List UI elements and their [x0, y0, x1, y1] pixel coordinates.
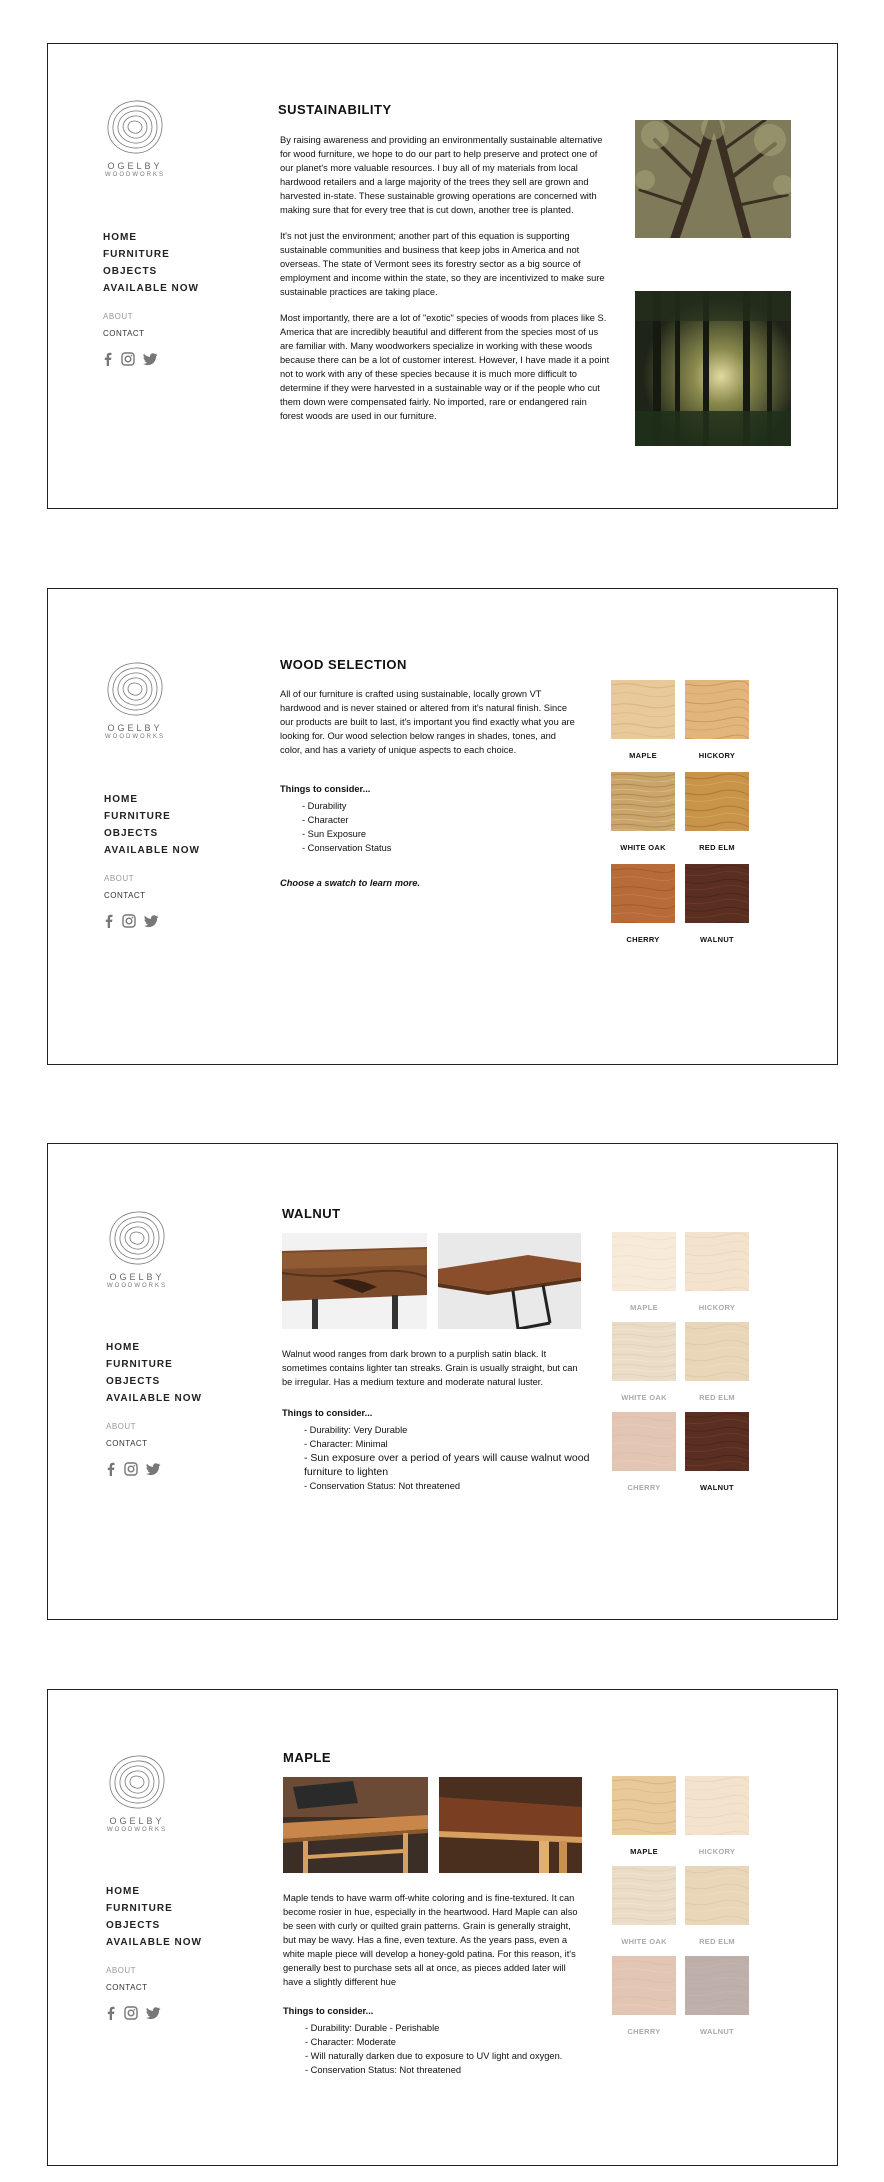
nav-objects[interactable]: OBJECTS	[106, 1376, 161, 1387]
brand-subtitle: WOODWORKS	[107, 1283, 167, 1289]
swatch-label: CHERRY	[627, 2027, 661, 2036]
brand-name: OGELBY	[107, 161, 163, 171]
choose-swatch-hint: Choose a swatch to learn more.	[280, 878, 421, 888]
walnut-table-photo-2	[438, 1233, 581, 1329]
list-item: - Conservation Status	[302, 843, 392, 853]
body-text	[283, 1891, 583, 2001]
paragraph: Maple tends to have warm off-white coloring and is fine-textured. It can become rosier in hue, especially in the heartwood. Hard Maple can also be seen with curly or quilted grain patterns. Grain is generally straight, but may be wavy. Has a fine, even texture. As the years pass, even a white maple piece will develop a honey-gold patina. For this reason, it's generally best to purchase sets all at once, as pieces added later will have a slightly different hue	[283, 1893, 578, 1987]
swatch-red-elm[interactable]	[685, 1322, 749, 1402]
instagram-icon[interactable]	[124, 2006, 138, 2022]
brand-subtitle: WOODWORKS	[107, 1827, 167, 1833]
nav-contact[interactable]: CONTACT	[106, 1983, 148, 1992]
brand-logo[interactable]	[72, 1208, 202, 1289]
swatch-label: HICKORY	[698, 1847, 736, 1856]
swatch-label: MAPLE	[629, 751, 657, 760]
things-header: Things to consider...	[282, 1408, 373, 1418]
list-item: - Durability	[302, 801, 347, 811]
nav-objects[interactable]: OBJECTS	[104, 828, 159, 839]
list-item: - Character: Moderate	[305, 2037, 396, 2047]
swatch-label: WHITE OAK	[621, 1937, 667, 1946]
facebook-icon[interactable]	[106, 1462, 116, 1478]
walnut-panel	[47, 1143, 838, 1620]
list-item: - Sun exposure over a period of years will cause walnut wood furniture to lighten	[304, 1452, 590, 1478]
page-title: WOOD SELECTION	[280, 657, 407, 672]
swatch-label: WHITE OAK	[621, 1393, 667, 1402]
swatch-white-oak[interactable]	[612, 1322, 676, 1402]
brand-name: OGELBY	[107, 723, 163, 733]
swatch-red-elm[interactable]	[685, 1866, 749, 1946]
nav-available-now[interactable]: AVAILABLE NOW	[104, 845, 200, 856]
walnut-table-photo-1	[282, 1233, 427, 1329]
instagram-icon[interactable]	[121, 352, 135, 368]
swatch-hickory[interactable]	[685, 1232, 749, 1312]
instagram-icon[interactable]	[122, 914, 136, 930]
nav-contact[interactable]: CONTACT	[106, 1439, 148, 1448]
brand-name: OGELBY	[109, 1272, 165, 1282]
nav-about[interactable]: ABOUT	[104, 874, 135, 883]
nav-home[interactable]: HOME	[103, 232, 137, 243]
body-text	[282, 1347, 582, 1401]
paragraph: It's not just the environment; another part of this equation is supporting sustainable communities and business that keep jobs in America and not overseas. The state of Vermont sees its forestry sector as a big source of employment and income within the state, so they are incentivized to make sure sustainable practices are taking place.	[280, 231, 605, 297]
nav-objects[interactable]: OBJECTS	[103, 266, 158, 277]
wood-selection-panel	[47, 588, 838, 1065]
swatch-walnut[interactable]	[685, 864, 749, 944]
swatch-hickory[interactable]	[685, 1776, 749, 1856]
things-to-consider	[283, 2004, 583, 2077]
things-to-consider	[282, 1406, 592, 1493]
swatch-white-oak[interactable]	[612, 1866, 676, 1946]
things-header: Things to consider...	[283, 2006, 374, 2016]
social-links	[104, 914, 200, 930]
paragraph: Most importantly, there are a lot of "exotic" species of woods from places like S. America that are incredibly beautiful and different from the species most of us are familiar with. Many woodworkers specialize in working with these woods because there can be a lot of customer interest. However, I have made it a point not to work with any of these species because it is much more difficult to determine if they were harvested in a sustainable way or if the people who cut them down were compensated fairly. No imported, rare or endangered rain forest woods are used in our furniture.	[280, 313, 610, 421]
facebook-icon[interactable]	[106, 2006, 116, 2022]
paragraph: Walnut wood ranges from dark brown to a purplish satin black. It sometimes contains lighter tan streaks. Grain is usually straight, but can be irregular. Has a medium texture and moderate natural luster.	[282, 1349, 578, 1387]
swatch-cherry[interactable]	[611, 864, 675, 944]
swatch-label: MAPLE	[630, 1303, 658, 1312]
swatch-hickory[interactable]	[685, 680, 749, 760]
forest-canopy-photo	[635, 120, 791, 238]
side-nav	[106, 1886, 202, 2022]
tree-rings-logo-icon	[103, 659, 167, 719]
social-links	[106, 1462, 202, 1478]
social-links	[106, 2006, 202, 2022]
facebook-icon[interactable]	[103, 352, 113, 368]
brand-logo[interactable]	[70, 97, 200, 178]
brand-subtitle: WOODWORKS	[105, 172, 165, 178]
nav-about[interactable]: ABOUT	[106, 1966, 137, 1975]
brand-logo[interactable]	[72, 1752, 202, 1833]
page-title: MAPLE	[283, 1750, 331, 1765]
paragraph: All of our furniture is crafted using sustainable, locally grown VT hardwood and is never stained or altered from it's natural finish. Since our products are built to last, it's important you find exactly what you are looking for. Our wood selection below ranges in shades, tones, and color, and has a variety of unique aspects to each choice.	[280, 689, 575, 755]
swatch-maple[interactable]	[611, 680, 675, 760]
maple-panel	[47, 1689, 838, 2166]
list-item: - Durability: Durable - Perishable	[305, 2023, 440, 2033]
facebook-icon[interactable]	[104, 914, 114, 930]
swatch-label: RED ELM	[699, 1393, 735, 1402]
nav-available-now[interactable]: AVAILABLE NOW	[103, 283, 199, 294]
swatch-label: CHERRY	[626, 935, 660, 944]
brand-subtitle: WOODWORKS	[105, 734, 165, 740]
body-text	[280, 133, 610, 435]
brand-logo[interactable]	[70, 659, 200, 740]
nav-home[interactable]: HOME	[106, 1886, 140, 1897]
maple-table-photo-2	[439, 1777, 582, 1873]
swatch-label: WHITE OAK	[620, 843, 666, 852]
nav-objects[interactable]: OBJECTS	[106, 1920, 161, 1931]
nav-available-now[interactable]: AVAILABLE NOW	[106, 1937, 202, 1948]
nav-about[interactable]: ABOUT	[103, 312, 134, 321]
nav-furniture[interactable]: FURNITURE	[106, 1903, 173, 1914]
side-nav	[103, 232, 199, 368]
swatch-label: CHERRY	[627, 1483, 661, 1492]
tree-rings-logo-icon	[103, 97, 167, 157]
swatch-maple[interactable]	[612, 1776, 676, 1856]
things-to-consider	[280, 782, 391, 855]
twitter-icon[interactable]	[146, 2007, 161, 2022]
swatch-label: WALNUT	[700, 1483, 734, 1492]
tree-rings-logo-icon	[105, 1752, 169, 1812]
brand-name: OGELBY	[109, 1816, 165, 1826]
nav-about[interactable]: ABOUT	[106, 1422, 137, 1431]
instagram-icon[interactable]	[124, 1462, 138, 1478]
forest-sunset-photo	[635, 291, 791, 446]
nav-furniture[interactable]: FURNITURE	[104, 811, 171, 822]
swatch-label: MAPLE	[630, 1847, 658, 1856]
swatch-cherry[interactable]	[612, 1412, 676, 1492]
nav-home[interactable]: HOME	[106, 1342, 140, 1353]
page-title: WALNUT	[282, 1206, 341, 1221]
swatch-label: WALNUT	[700, 935, 734, 944]
swatch-walnut[interactable]	[685, 1956, 749, 2036]
social-links	[103, 352, 199, 368]
twitter-icon[interactable]	[144, 915, 159, 930]
twitter-icon[interactable]	[143, 353, 158, 368]
swatch-label: WALNUT	[700, 2027, 734, 2036]
swatch-label: RED ELM	[699, 1937, 735, 1946]
swatch-label: RED ELM	[699, 843, 735, 852]
list-item: - Conservation Status: Not threatened	[304, 1481, 461, 1491]
list-item: - Durability: Very Durable	[304, 1425, 408, 1435]
swatch-red-elm[interactable]	[685, 772, 749, 852]
sustainability-panel	[47, 43, 838, 509]
maple-table-photo-1	[283, 1777, 428, 1873]
list-item: - Sun Exposure	[302, 829, 367, 839]
paragraph: By raising awareness and providing an environmentally sustainable alternative for wood furniture, we hope to do our part to help preserve and protect one of our planet's more valuable resources. I buy all of my materials from local hardwood retailers and a large majority of the trees they sell are grown and harvested in-state. These sustainable growing operations are concerned with making sure that for every tree that is cut down, another tree is planted.	[280, 135, 603, 215]
swatch-cherry[interactable]	[612, 1956, 676, 2036]
nav-home[interactable]: HOME	[104, 794, 138, 805]
nav-contact[interactable]: CONTACT	[103, 329, 145, 338]
swatch-maple[interactable]	[612, 1232, 676, 1312]
body-text	[280, 687, 580, 769]
swatch-walnut[interactable]	[685, 1412, 749, 1492]
side-nav	[106, 1342, 202, 1478]
page-title: SUSTAINABILITY	[278, 102, 392, 117]
nav-available-now[interactable]: AVAILABLE NOW	[106, 1393, 202, 1404]
things-header: Things to consider...	[280, 784, 371, 794]
side-nav	[104, 794, 200, 930]
list-item: - Character	[302, 815, 349, 825]
nav-contact[interactable]: CONTACT	[104, 891, 146, 900]
list-item: - Conservation Status: Not threatened	[305, 2065, 462, 2075]
twitter-icon[interactable]	[146, 1463, 161, 1478]
swatch-label: HICKORY	[698, 751, 736, 760]
tree-rings-logo-icon	[105, 1208, 169, 1268]
swatch-label: HICKORY	[698, 1303, 736, 1312]
list-item: - Will naturally darken due to exposure to UV light and oxygen.	[305, 2051, 563, 2061]
swatch-white-oak[interactable]	[611, 772, 675, 852]
nav-furniture[interactable]: FURNITURE	[106, 1359, 173, 1370]
nav-furniture[interactable]: FURNITURE	[103, 249, 170, 260]
list-item: - Character: Minimal	[304, 1439, 388, 1449]
